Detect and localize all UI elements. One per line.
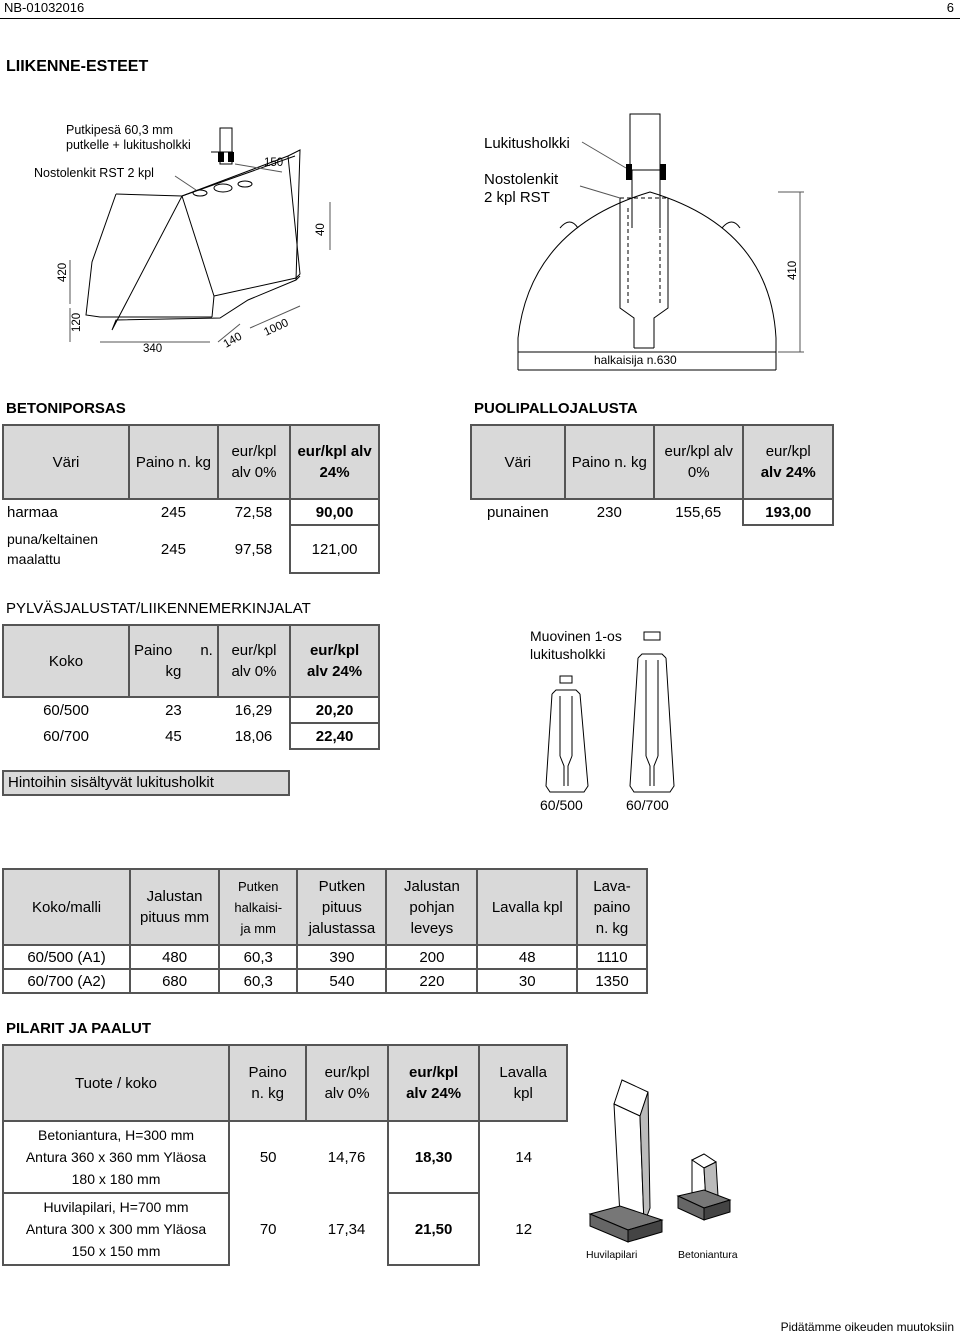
- row-pw: 1110: [577, 945, 647, 969]
- header-pallet: Lavalla kpl: [477, 869, 577, 945]
- row-price0: 97,58: [234, 540, 273, 558]
- row-price0: 14,76: [327, 1149, 366, 1166]
- header-tube-line3: jalustassa: [308, 919, 376, 937]
- pylvasjalustat-table: [2, 624, 380, 750]
- header-diam-line3: ja mm: [240, 920, 276, 936]
- row-price0: 18,06: [234, 727, 273, 745]
- header-weight-n: n.: [200, 642, 213, 659]
- page-title: LIIKENNE-ESTEET: [6, 58, 149, 75]
- row-price24: 21,50: [388, 1193, 480, 1265]
- header-price24-line1: eur/kpl: [309, 642, 360, 659]
- label-60-500: 60/500: [540, 797, 583, 813]
- header-weight: Paino n. kg: [129, 425, 218, 499]
- row-color-line2: maalattu: [7, 551, 61, 567]
- row-product-line3: 150 x 150 mm: [71, 1243, 161, 1259]
- header-price0: [218, 625, 290, 697]
- dim-1000: 1000: [262, 317, 291, 339]
- betoniporsas-drawing: [0, 110, 460, 370]
- row-price24: 121,00: [290, 525, 379, 573]
- row-product-line2: Antura 360 x 360 mm Yläosa: [25, 1149, 207, 1165]
- label-tube-line1: Putkipesä 60,3 mm: [66, 123, 173, 137]
- row-weight: 245: [160, 504, 186, 521]
- header-base-line2: pohjan: [409, 898, 455, 916]
- dim-150: 150: [264, 157, 284, 169]
- header-base-line1: Jalustan: [404, 877, 460, 895]
- row-price24: 18,30: [388, 1121, 480, 1193]
- row-pallet: 48: [477, 945, 577, 969]
- row-base: 220: [386, 969, 477, 993]
- row-product: [3, 1193, 229, 1265]
- header-len-line1: Jalustan: [146, 888, 203, 905]
- header-price0-line1: eur/kpl: [324, 1064, 370, 1081]
- header-price24-line1: eur/kpl: [409, 1064, 459, 1081]
- header-weight-kg: kg: [165, 663, 182, 680]
- label-lift-line1: Nostolenkit: [484, 171, 559, 188]
- header-diam-line2: halkaisi-: [234, 899, 283, 915]
- label-tube-line2: putkelle + lukitusholkki: [66, 138, 191, 152]
- dim-140: 140: [221, 330, 245, 351]
- label-lift-line2: 2 kpl RST: [484, 189, 550, 206]
- row-pallet: 30: [477, 969, 577, 993]
- row-tube: 540: [297, 969, 386, 993]
- header-pw: [577, 869, 647, 945]
- dim-120: 120: [71, 312, 83, 332]
- pylvasjalusta-drawing: [510, 626, 710, 822]
- header-pallet-line1: Lavalla: [499, 1064, 547, 1081]
- betoniporsas-title: BETONIPORSAS: [6, 400, 126, 417]
- header-color: Väri: [3, 425, 129, 499]
- row-weight: 45: [165, 727, 182, 745]
- row-weight: 245: [160, 540, 186, 558]
- betoniporsas-table: [2, 424, 380, 574]
- header-base: [386, 869, 477, 945]
- dim-420: 420: [57, 262, 69, 282]
- header-price24: eur/kpl alv 24%: [290, 425, 379, 499]
- header-rule: [0, 18, 960, 19]
- header-diam: [219, 869, 297, 945]
- row-price24: 193,00: [743, 499, 833, 525]
- row-diam: 60,3: [219, 945, 297, 969]
- header-model: Koko/malli: [3, 869, 130, 945]
- header-len-line2: pituus mm: [139, 909, 210, 926]
- spec-table: [2, 868, 648, 994]
- header-size: Koko: [3, 625, 129, 697]
- drawing-label-line1: Muovinen 1-os: [530, 628, 622, 644]
- prices-note: Hintoihin sisältyvät lukitusholkit: [2, 770, 290, 796]
- dim-340: 340: [143, 343, 163, 355]
- row-pallet: 14: [515, 1149, 533, 1166]
- pilari-drawing: [580, 1076, 760, 1262]
- row-product-line2: Antura 300 x 300 mm Yläosa: [25, 1221, 207, 1237]
- header-weight-line2: n. kg: [251, 1085, 284, 1102]
- header-weight: Paino n. kg: [565, 425, 654, 499]
- row-product-line3: 180 x 180 mm: [71, 1171, 161, 1187]
- row-size: 60/500: [43, 702, 89, 719]
- header-len: [130, 869, 219, 945]
- row-product-line1: Huvilapilari, H=700 mm: [43, 1199, 189, 1215]
- row-price24: 20,20: [290, 697, 379, 723]
- header-price0-line2: alv 0%: [324, 1085, 370, 1102]
- header-weight-line1: Paino: [134, 642, 173, 659]
- header-pw-line1: Lava-: [593, 877, 631, 895]
- label-60-700: 60/700: [626, 797, 669, 813]
- row-color: harmaa: [7, 504, 58, 521]
- header-price0: eur/kpl alv 0%: [654, 425, 743, 499]
- header-weight-line1: Paino: [248, 1064, 287, 1081]
- header-price0-line1: eur/kpl: [231, 642, 277, 659]
- row-color-multiline: [3, 525, 129, 573]
- header-price0-line2: alv 0%: [231, 663, 277, 680]
- label-lock: Lukitusholkki: [484, 135, 570, 152]
- row-model: 60/500 (A1): [3, 945, 130, 969]
- row-weight: 23: [165, 702, 182, 719]
- label-betoniantura: Betoniantura: [678, 1249, 738, 1261]
- header-price24-line2: alv 24%: [406, 1085, 462, 1102]
- row-product-line1: Betoniantura, H=300 mm: [37, 1127, 195, 1143]
- label-huvilapilari: Huvilapilari: [586, 1249, 638, 1261]
- row-base: 200: [386, 945, 477, 969]
- header-price0: eur/kpl alv 0%: [218, 425, 290, 499]
- document-id: NB-01032016: [4, 0, 85, 15]
- row-len: 680: [130, 969, 219, 993]
- puolipallojalusta-drawing: [470, 108, 810, 378]
- row-product: [3, 1121, 229, 1193]
- header-base-line3: leveys: [410, 919, 454, 937]
- row-pw: 1350: [577, 969, 647, 993]
- header-price0: [306, 1045, 387, 1121]
- drawing-label-line2: lukitusholkki: [530, 646, 606, 662]
- header-pallet: [479, 1045, 567, 1121]
- header-pw-line3: n. kg: [595, 919, 629, 937]
- row-color-line1: puna/keltainen: [7, 531, 99, 547]
- header-weight: [129, 625, 218, 697]
- row-price0: 72,58: [234, 504, 273, 521]
- dim-410: 410: [787, 260, 799, 280]
- row-diam: 60,3: [219, 969, 297, 993]
- pilarit-table: [2, 1044, 568, 1266]
- row-price0: 155,65: [675, 504, 722, 521]
- header-tube: [297, 869, 386, 945]
- row-model: 60/700 (A2): [3, 969, 130, 993]
- row-price24: 90,00: [290, 499, 379, 525]
- header-price24-line2: alv 24%: [307, 663, 363, 680]
- row-size: 60/700: [43, 727, 89, 745]
- row-price0: 16,29: [234, 702, 273, 719]
- page-number: 6: [946, 0, 954, 15]
- row-price0: 17,34: [327, 1220, 366, 1238]
- header-weight: [229, 1045, 306, 1121]
- header-price24: [290, 625, 379, 697]
- header-product: Tuote / koko: [3, 1045, 229, 1121]
- puolipallojalusta-table: [470, 424, 834, 526]
- row-pallet: 12: [515, 1220, 533, 1238]
- label-lifting-loops: Nostolenkit RST 2 kpl: [34, 166, 154, 180]
- row-tube: 390: [297, 945, 386, 969]
- header-tube-line1: Putken: [318, 877, 366, 895]
- row-len: 480: [130, 945, 219, 969]
- row-weight: 230: [596, 504, 622, 521]
- header-price24-line1: eur/kpl: [765, 443, 811, 460]
- dim-40: 40: [315, 223, 327, 236]
- header-pallet-line2: kpl: [513, 1085, 533, 1102]
- row-weight: 50: [259, 1149, 277, 1166]
- header-price24: [743, 425, 833, 499]
- pilarit-title: PILARIT JA PAALUT: [6, 1020, 151, 1037]
- header-price24-line2: alv 24%: [760, 464, 816, 481]
- row-color: punainen: [486, 504, 549, 521]
- row-weight: 70: [259, 1220, 277, 1238]
- header-diam-line1: Putken: [238, 878, 279, 894]
- puolipallojalusta-title: PUOLIPALLOJALUSTA: [474, 400, 638, 417]
- header-price24: [388, 1045, 480, 1121]
- label-diameter: halkaisija n.630: [594, 353, 677, 367]
- pylvasjalustat-title: PYLVÄSJALUSTAT/LIIKENNEMERKINJALAT: [6, 600, 311, 617]
- header-color: Väri: [471, 425, 565, 499]
- header-pw-line2: paino: [593, 898, 631, 916]
- row-price24: 22,40: [290, 723, 379, 749]
- footer-note: Pidätämme oikeuden muutoksiin: [780, 1320, 954, 1334]
- header-tube-line2: pituus: [321, 898, 362, 916]
